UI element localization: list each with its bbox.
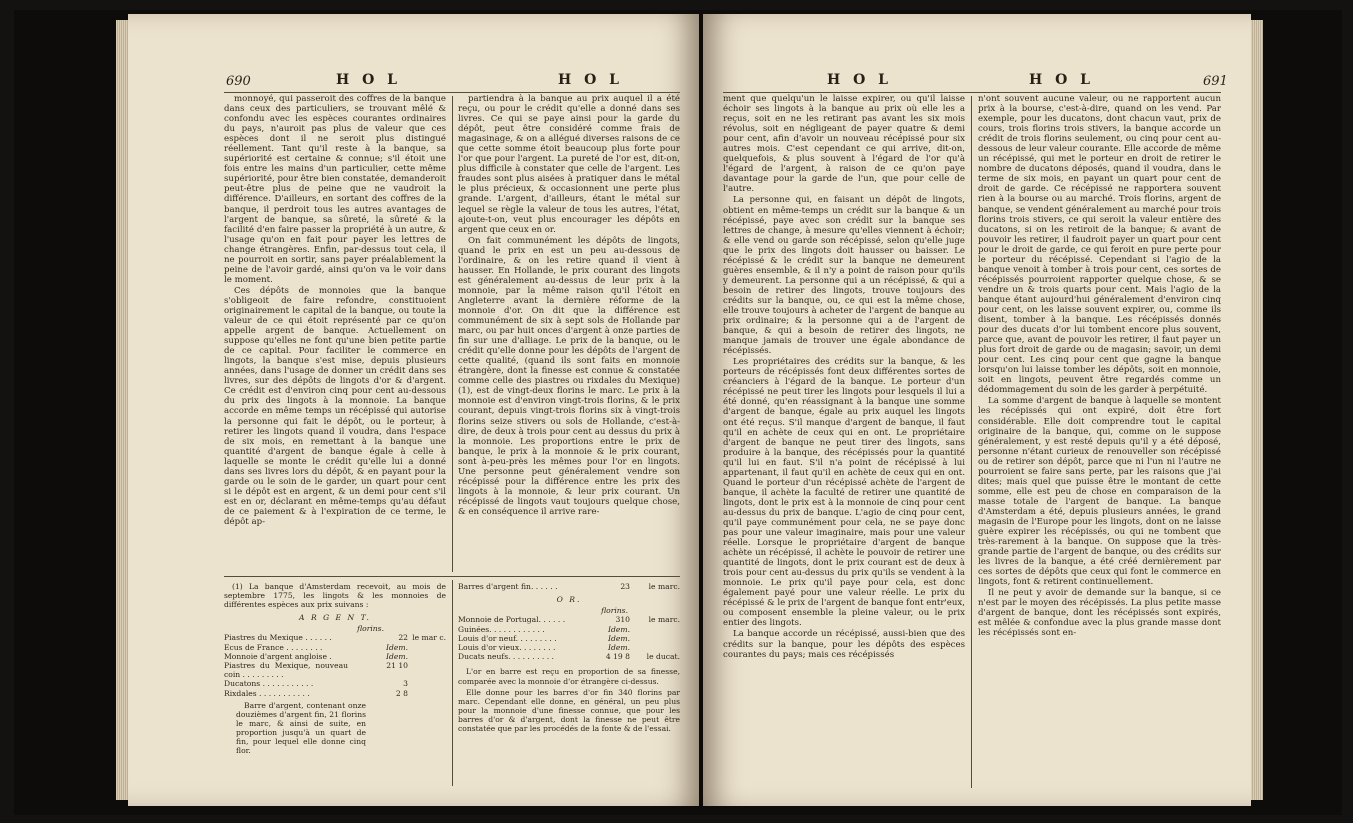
table-row: Piastres du Mexique . . . . . . 22 le mar c. — [224, 633, 446, 643]
paragraph: La personne qui, en faisant un dépôt de lingots, obtient en même-temps un crédit sur la banque & un récépissé, paye avec son crédit sur la banque ses lettres de change, à mesure qu'elles viennent à échoir; & elle vend ou garde son récépissé, selon qu'elle juge que le prix des lingots doit hausser ou baisser. Le récépissé & le crédit sur la banque ne demeurent guères ensemble, & il n'y a point de raison pour qu'ils y demeurent. La personne qui a un récépissé, & qui a besoin de retirer des lingots, trouve toujours des crédits sur la banque, ou, ce qui est la même chose, elle trouve toujours à acheter de l'argent de banque au prix ordinaire; & la personne qui a de l'argent de banque, & qui a besoin de retirer des lingots, ne manque jamais de trouver une égale abondance de récépissés. — [723, 195, 965, 357]
barres-line — [458, 582, 680, 591]
paragraph: Il ne peut y avoir de demande sur la banque, si ce n'est par le moyen des récépissés. La plus petite masse d'argent de banque, dont les récépissés sont expirés, est mêlée & confondue avec la plus grande masse dont les récépissés sont en- — [978, 588, 1221, 639]
paragraph: Les propriétaires des crédits sur la banque, & les porteurs de récépissés font deux différentes sortes de créanciers à l'égard de la banque. Le porteur d'un récépissé ne peut tirer les lingots pour lesquels il lui a été donné, qu'en réassignant à la banque une somme d'argent de banque, égale au prix auquel les lingots ont été reçus. S'il manque d'argent de banque, il faut qu'il en achète de ceux qui en ont. Le propriétaire d'argent de banque ne peut tirer des lingots, sans produire à la banque, des récépissés pour la quantité qu'il lui en faut. S'il n'a point de récépissé à lui appartenant, il faut qu'il en achète de ceux qui en ont. Quand le porteur d'un récépissé achète de l'argent de banque, il achète la faculté de retirer une quantité de lingots, dont le prix est à la monnoie de cinq pour cent au-dessus du prix de banque. L'agio de cinq pour cent, qu'il paye communément pour cela, ne se paye donc pas pour une valeur imaginaire, mais pour une valeur réelle. Lorsque le propriétaire d'argent de banque achète un récépissé, il achète le pouvoir de retirer une quantité de lingots, dont le prix courant est de deux à trois pour cent au-dessus du prix qu'ils se vendent à la monnoie. Le prix qu'il paye pour cela, est donc également payé pour une valeur réelle. Le prix du récépissé & le prix de l'argent de banque font entr'eux, ou composent ensemble la pleine valeur, ou le prix entier des lingots. — [723, 357, 965, 629]
text-column-1 — [723, 94, 965, 661]
running-head-right: H O L — [558, 72, 624, 88]
gold-price-table — [458, 615, 680, 661]
table-row: Louis d'or vieux. . . . . . . . Idem. — [458, 643, 630, 652]
footnote-column-divider — [452, 580, 453, 786]
page-number: 690 — [226, 74, 251, 89]
silver-note: Barre d'argent, contenant onze douzièmes d'argent fin, 21 florins le marc, & ainsi de suite, en proportion jusqu'à un quart de fin, pour lequel elle donne cinq flor. — [236, 700, 366, 756]
right-page-edge — [1251, 20, 1263, 800]
paragraph: partiendra à la banque au prix auquel il a été reçu, ou pour le crédit qu'elle a donné dans ses livres. Ce qui se paye ainsi pour la garde du dépôt, peut être considéré comme frais de magasinage, & on a allégué diverses raisons de ce que cette somme étoit beaucoup plus forte pour l'or que pour l'argent. La pureté de l'or est, dit-on, plus difficile à constater que celle de l'argent. Les fraudes sont plus aisées à pratiquer dans le métal le plus précieux, & occasionnent une perte plus grande. L'argent, d'ailleurs, étant le métal sur lequel se règle la valeur de tous les autres, l'état, ajoute-t-on, veut plus encourager les dépôts en argent que ceux en or. — [458, 94, 680, 235]
column-divider — [452, 96, 453, 572]
paragraph: n'ont souvent aucune valeur, ou ne rapportent aucun prix à la bourse, c'est-à-dire, quand on les vend. Par exemple, pour les ducatons, dont chacun vaut, prix de cours, trois florins trois stivers, la banque accorde un crédit de trois florins seulement, ou cinq pour cent au-dessous de leur valeur courante. Elle accorde de même un récépissé, qui met le porteur en droit de retirer le nombre de ducatons déposés, quand il voudra, dans le terme de six mois, en payant un quart pour cent de droit de garde. Ce récépissé ne rapportera souvent rien à la bourse ou au marché. Trois florins, argent de banque, se vendent généralement au marché pour trois florins trois stivers, ce qui seroit la valeur entière des ducatons, si on les retiroit de la banque; & avant de pouvoir les retirer, il faudroit payer un quart pour cent pour le droit de garde, ce qui feroit en pure perte pour le porteur du récépissé. Cependant si l'agio de la banque venoit à tomber à trois pour cent, ces sortes de récépissés pourroient rapporter quelque chose, & se vendre un & trois quarts pour cent. Mais l'agio de la banque étant aujourd'hui généralement d'environ cinq pour cent, on les laisse souvent expirer, ou, comme ils disent, tomber à la banque. Les récépissés donnés pour des ducats d'or lui tombent encore plus souvent, parce que, avant de pouvoir les retirer, il faut payer un plus fort droit de garde ou de magasin; savoir, un demi pour cent. Les cinq pour cent que gagne la banque lorsqu'on lui laisse tomber les dépôts, soit en monnoie, soit en lingots, peuvent être regardés comme un dédommagement du soin de les garder à perpétuité. — [978, 94, 1221, 396]
left-page-edge — [116, 20, 128, 800]
table-row: Monnoie de Portugal. . . . . . 310 le marc. — [458, 615, 680, 625]
page-number: 691 — [1203, 74, 1228, 89]
footnote-intro: (1) La banque d'Amsterdam recevoit, au mois de septembre 1775, les lingots & les monnoies de différentes espèces aux prix suivans : — [224, 582, 446, 610]
table-row: Guinées. . . . . . . . . . . . Idem. — [458, 624, 630, 634]
unit-label: florins. — [357, 624, 384, 634]
header-rule — [723, 92, 1221, 93]
column-divider — [971, 96, 972, 788]
table-row: Louis d'or neuf. . . . . . . . . Idem. — [458, 633, 630, 643]
table-row: Ducats neufs. . . . . . . . . . 4 19 8 le ducat. — [458, 652, 680, 662]
text-column-2 — [458, 94, 680, 518]
silver-price-table — [224, 633, 446, 697]
paragraph: monnoyé, qui passeroit des coffres de la banque dans ceux des particuliers, se trouvant mêlé & confondu avec les espèces courantes ordinaires du pays, n'auroit pas plus de valeur que ces espèces dont il ne seroit plus distingué réellement. Tant qu'il reste à la banque, sa supériorité est certaine & connue; s'il étoit une fois entre les mains d'un particulier, cette même supériorité, pour être bien constatée, demanderoit peut-être plus de peine que ne vaudroit la différence. D'ailleurs, en sortant des coffres de la banque, il perdroit tous les autres avantages de l'argent de banque, sa sûreté, la sûreté & la facilité d'en faire passer la propriété à un autre, & l'usage qu'on en fait pour payer les lettres de change étrangères. Enfin, par-dessus tout cela, il ne pourroit en sortir, sans payer préalablement la peine de l'avoir gardé, ainsi qu'on va le voir dans le moment. — [224, 94, 446, 285]
paragraph: La somme d'argent de banque à laquelle se montent les récépissés qui ont expiré, doit être fort considérable. Elle doit comprendre tout le capital originaire de la banque, qui, comme on le suppose généralement, y est resté depuis qu'il y a été déposé, personne n'étant curieux de renouveller son récépissé ou de retirer son dépôt, parce que ni l'un ni l'autre ne pourroient se faire sans perte, par les raisons que j'ai dites; mais quel que puisse être le montant de cette somme, elle est peu de chose en comparaison de la masse totale de l'argent de banque. La banque d'Amsterdam a été, depuis plusieurs années, le grand magasin de l'Europe pour les lingots, dont on ne laisse guère expirer les récépissés, ou qui ne tombent que très-rarement à la banque. On suppose que la très-grande partie de l'argent de banque, ou des crédits sur les livres de la banque, a été créé dernièrement par ces sortes de dépôts que ceux qui font le commerce en lingots, font & retirent continuellement. — [978, 396, 1221, 588]
header-rule — [224, 92, 680, 93]
footnote-silver — [224, 582, 446, 757]
paragraph: ment que quelqu'un le laisse expirer, ou qu'il laisse échoir ses lingots à la banque au prix où elle les a reçus, soit en ne les retirant pas avant les six mois révolus, soit en négligeant de payer quatre & demi pour cent, afin d'avoir un nouveau récépissé pour six autres mois. C'est cependant ce qui arrive, dit-on, quelquefois, & plus souvent à l'égard de l'or qu'à l'égard de l'argent, à raison de ce qu'on paye davantage pour la garde de l'un, que pour celle de l'autre. — [723, 94, 965, 195]
unit-label: florins. — [601, 606, 628, 616]
silver-heading: A R G E N T. — [299, 613, 371, 623]
right-page — [703, 14, 1251, 806]
running-head-left: H O L — [827, 72, 893, 88]
left-page — [128, 14, 699, 806]
running-head-left: H O L — [336, 72, 402, 88]
table-row: Piastres du Mexique, nouveau coin . . . . . . . . . 21 10 — [224, 661, 408, 680]
table-row: Barres d'argent fin. . . . . . 23 le marc. — [458, 582, 680, 591]
footnote-rule — [224, 576, 680, 577]
table-row: Rixdales . . . . . . . . . . . 2 8 — [224, 688, 408, 698]
gold-note: Elle donne pour les barres d'or fin 340 florins par marc. Cependant elle donne, en général, un peu plus pour la monnoie d'une finesse connue, que pour les barres d'or & d'argent, dont la finesse ne peut être constatée que par les procédés de la fonte & de l'essai. — [458, 687, 680, 733]
paragraph: On fait communément les dépôts de lingots, quand le prix en est un peu au-dessous de l'ordinaire, & on les retire quand il vient à hausser. En Hollande, le prix courant des lingots est généralement au-dessus de leur prix à la monnoie, par la même raison qu'il l'étoit en Angleterre avant la dernière réforme de la monnoie d'or. On dit que la différence est communément de six à sept sols de Hollande par marc, ou par huit onces d'argent à onze parties de fin sur une d'alliage. Le prix de la banque, ou le crédit qu'elle donne pour les dépôts de l'argent de cette qualité, (quand ils sont faits en monnoie étrangère, dont la finesse est connue & constatée comme celle des piastres ou rixdales du Mexique) (1), est de vingt-deux florins le marc. Le prix à la monnoie est d'environ vingt-trois florins, & le prix courant, depuis vingt-trois florins six à vingt-trois florins seize stivers ou sols de Hollande, c'est-à-dire, de deux à trois pour cent au dessus du prix à la monnoie. Les proportions entre le prix de banque, le prix à la monnoie & le prix courant, sont à-peu-près les mêmes pour l'or en lingots. Une personne peut généralement vendre son récépissé pour la différence entre les prix des lingots à la monnoie, & leur prix courant. Un récépissé de lingots vaut toujours quelque chose, & en conséquence il arrive rare- — [458, 235, 680, 517]
paragraph: Ces dépôts de monnoies que la banque s'obligeoit de faire refondre, constituoient originairement le capital de la banque, ou toute la valeur de ce qui étoit représenté par ce qu'on appelle argent de banque. Actuellement on suppose qu'elles ne font qu'une bien petite partie de ce capital. Pour faciliter le commerce en lingots, la banque s'est mise, depuis plusieurs années, dans l'usage de donner un crédit dans ses livres, sur des dépôts de lingots d'or & d'argent. Ce crédit est d'environ cinq pour cent au-dessous du prix des lingots à la monnoie. La banque accorde en même temps un récépissé qui autorise la personne qui fait le dépôt, ou le porteur, à retirer les lingots quand il voudra, dans l'espace de six mois, en remettant à la banque une quantité d'argent de banque égale à celle à laquelle se monte le crédit qu'elle lui a donné dans ses livres lors du dépôt, & en payant pour la garde ou le soin de le garder, un quart pour cent si le dépôt est en argent, & un demi pour cent s'il est en or, déclarant en même-temps qu'au défaut de ce paiement & à l'expiration de ce terme, le dépôt ap- — [224, 285, 446, 527]
footnote-gold — [458, 582, 680, 735]
text-column-1 — [224, 94, 446, 528]
table-row: Monnoie d'argent angloise . Idem. — [224, 651, 408, 661]
table-row: Ducatons . . . . . . . . . . . 3 — [224, 679, 408, 689]
text-column-2 — [978, 94, 1221, 640]
table-row: Ecus de France . . . . . . . . Idem. — [224, 642, 408, 652]
paragraph: La banque accorde un récépissé, aussi-bien que des crédits sur la banque, pour les dépôts des espèces courantes du pays; mais ces récépissés — [723, 629, 965, 660]
gold-note: L'or en barre est reçu en proportion de sa finesse, comparée avec la monnoie d'or étrangère ci-dessus. — [458, 667, 680, 686]
running-head-right: H O L — [1029, 72, 1095, 88]
gold-heading: O R. — [556, 595, 582, 605]
